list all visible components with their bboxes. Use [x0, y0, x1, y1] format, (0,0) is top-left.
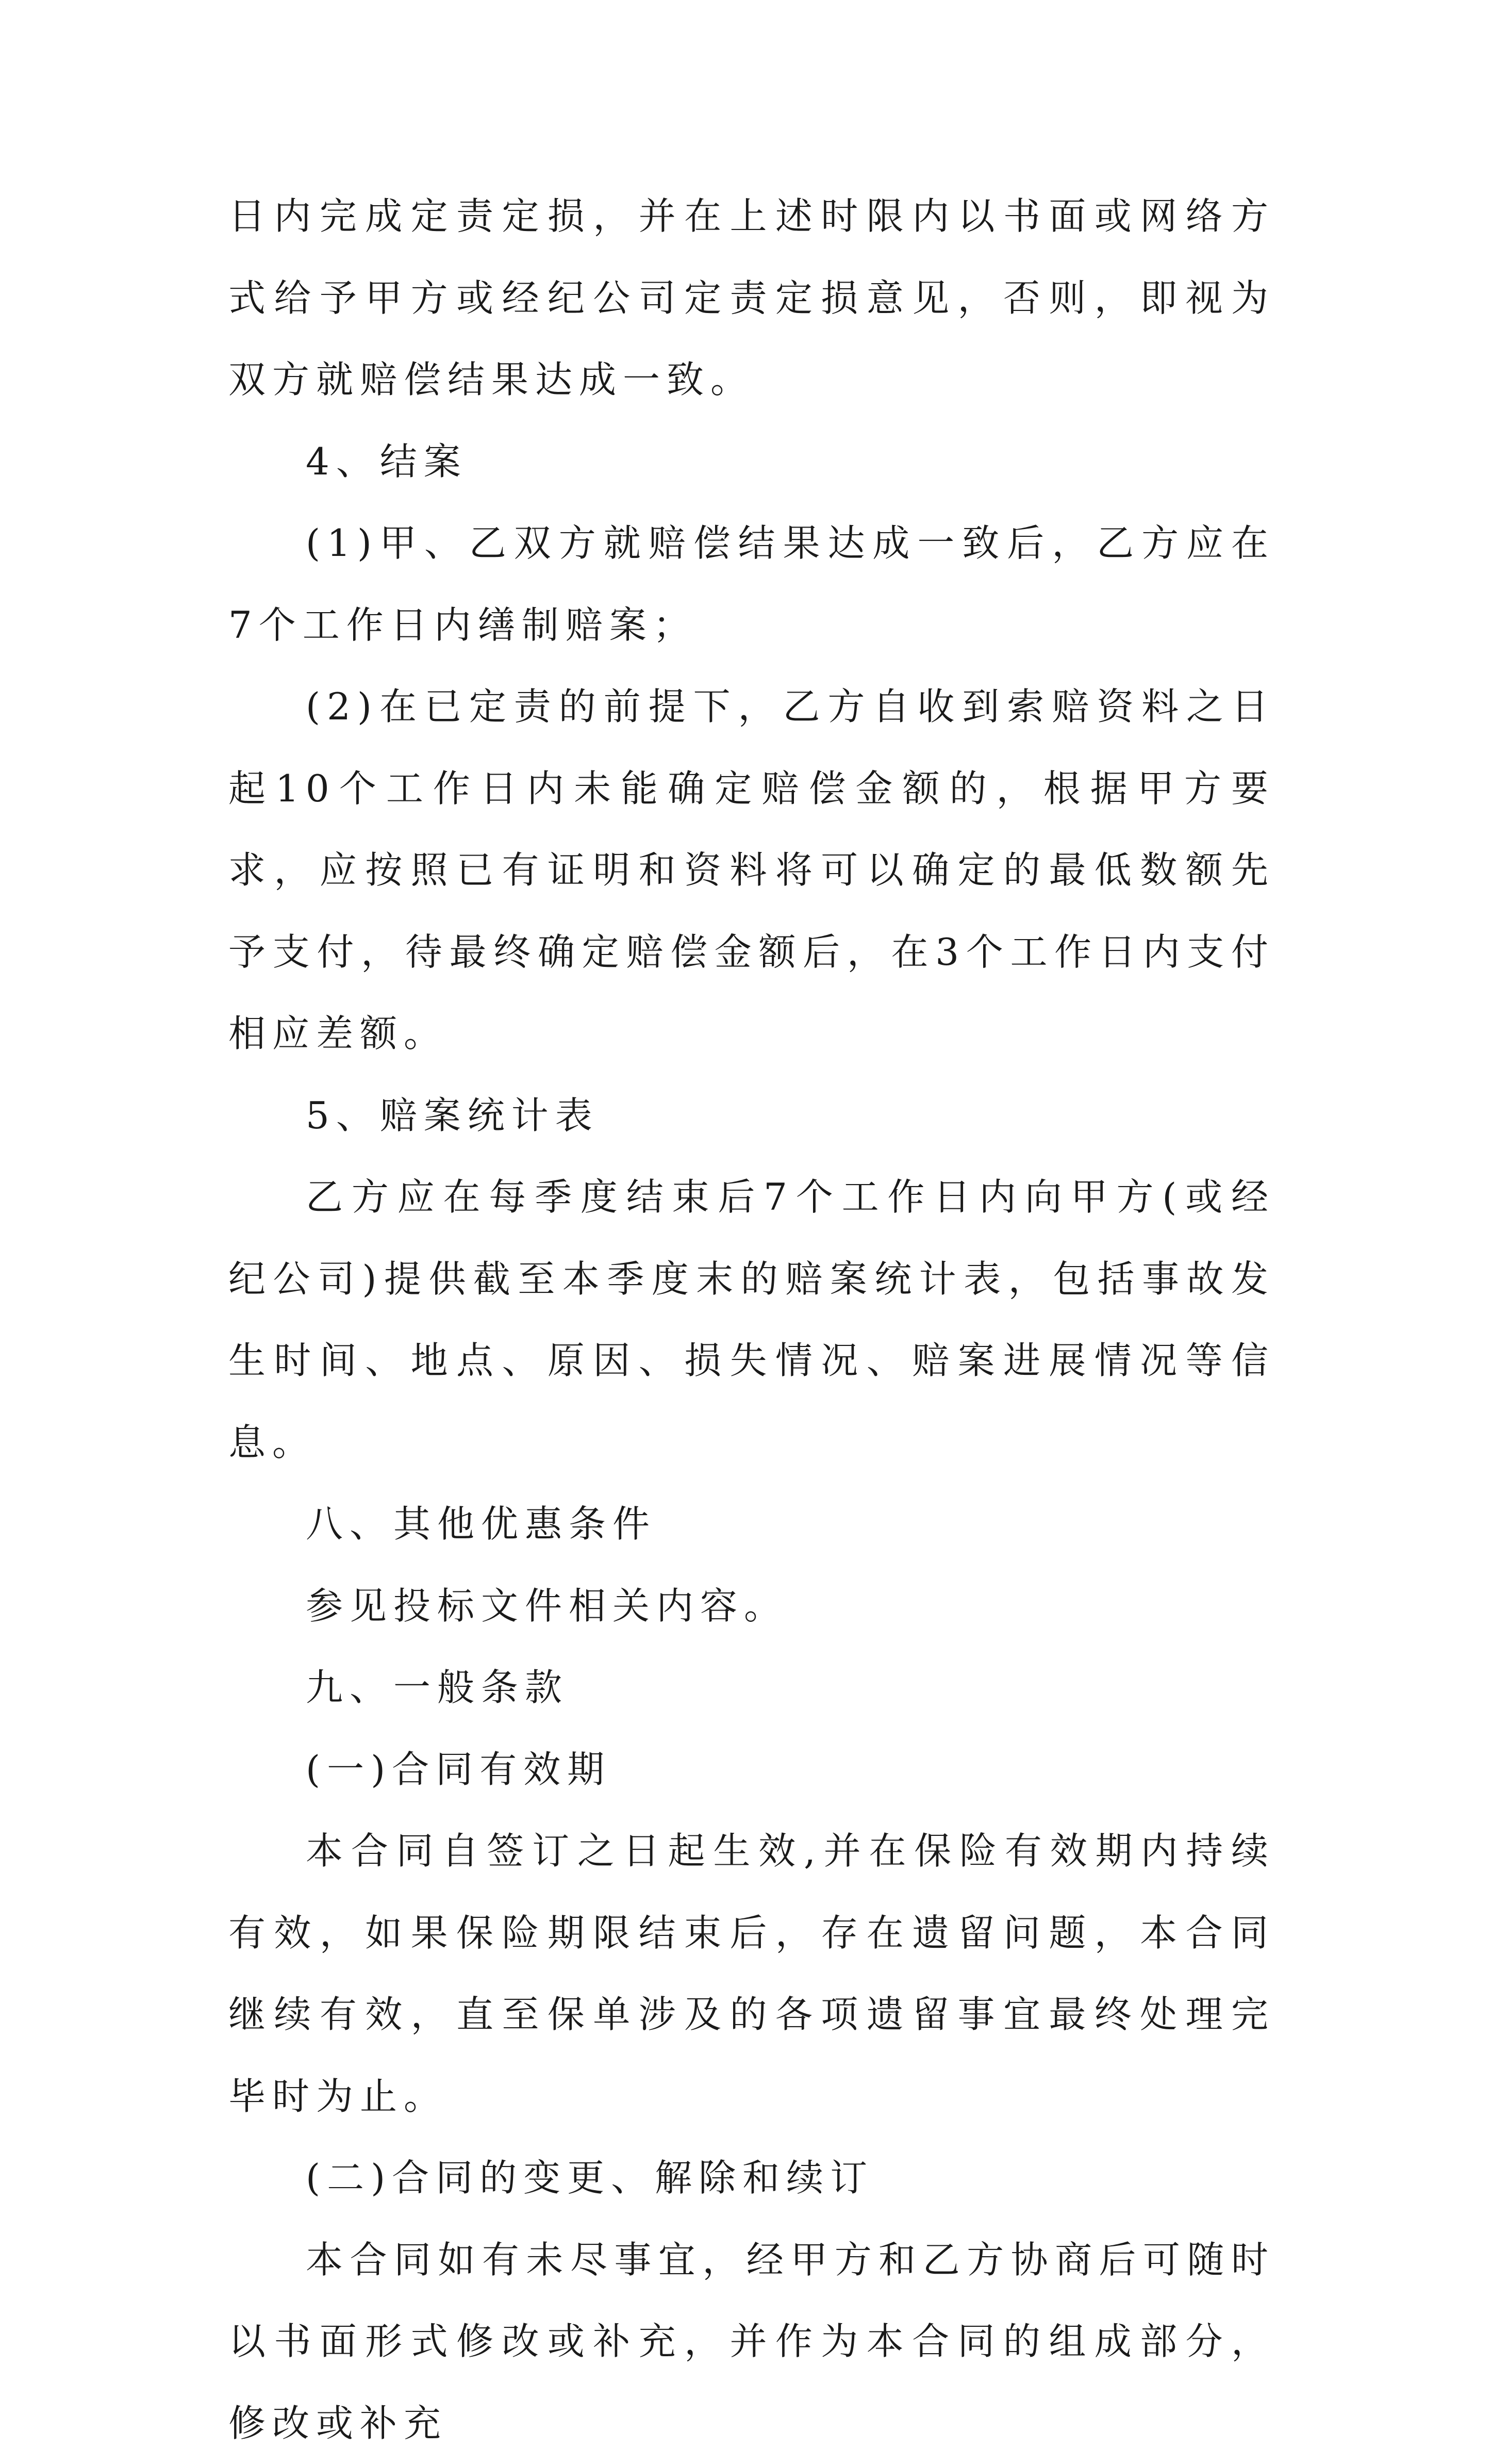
heading-4-closing: 4、结案: [228, 421, 1275, 503]
paragraph-validity: 本合同自签订之日起生效,并在保险有效期内持续有效，如果保险期限结束后，存在遗留问题，本合同继续有效，直至保单涉及的各项遗留事宜最终处理完毕时为止。: [228, 1810, 1275, 2137]
heading-5-statistics-table: 5、赔案统计表: [228, 1075, 1275, 1157]
paragraph-section-8: 参见投标文件相关内容。: [228, 1565, 1275, 1647]
paragraph-continuation: 日内完成定责定损，并在上述时限内以书面或网络方式给予甲方或经纪公司定责定损意见，否则，即视为双方就赔偿结果达成一致。: [228, 175, 1275, 421]
heading-section-9: 九、一般条款: [228, 1647, 1275, 1729]
heading-9-2-amendment: (二)合同的变更、解除和续订: [228, 2137, 1275, 2219]
paragraph-amendment: 本合同如有未尽事宜，经甲方和乙方协商后可随时以书面形式修改或补充，并作为本合同的组成部分，修改或补充: [228, 2219, 1275, 2464]
paragraph-closing-item-1: (1)甲、乙双方就赔偿结果达成一致后，乙方应在7个工作日内缮制赔案；: [228, 502, 1275, 666]
paragraph-closing-item-2: (2)在已定责的前提下，乙方自收到索赔资料之日起10个工作日内未能确定赔偿金额的，根据甲方要求，应按照已有证明和资料将可以确定的最低数额先予支付，待最终确定赔偿金额后，在3个工作日内支付相应差额。: [228, 666, 1275, 1075]
document-body: [228, 175, 1275, 2464]
paragraph-statistics-table: 乙方应在每季度结束后7个工作日内向甲方(或经纪公司)提供截至本季度末的赔案统计表，包括事故发生时间、地点、原因、损失情况、赔案进展情况等信息。: [228, 1156, 1275, 1483]
heading-section-8: 八、其他优惠条件: [228, 1483, 1275, 1565]
heading-9-1-validity: (一)合同有效期: [228, 1729, 1275, 1811]
